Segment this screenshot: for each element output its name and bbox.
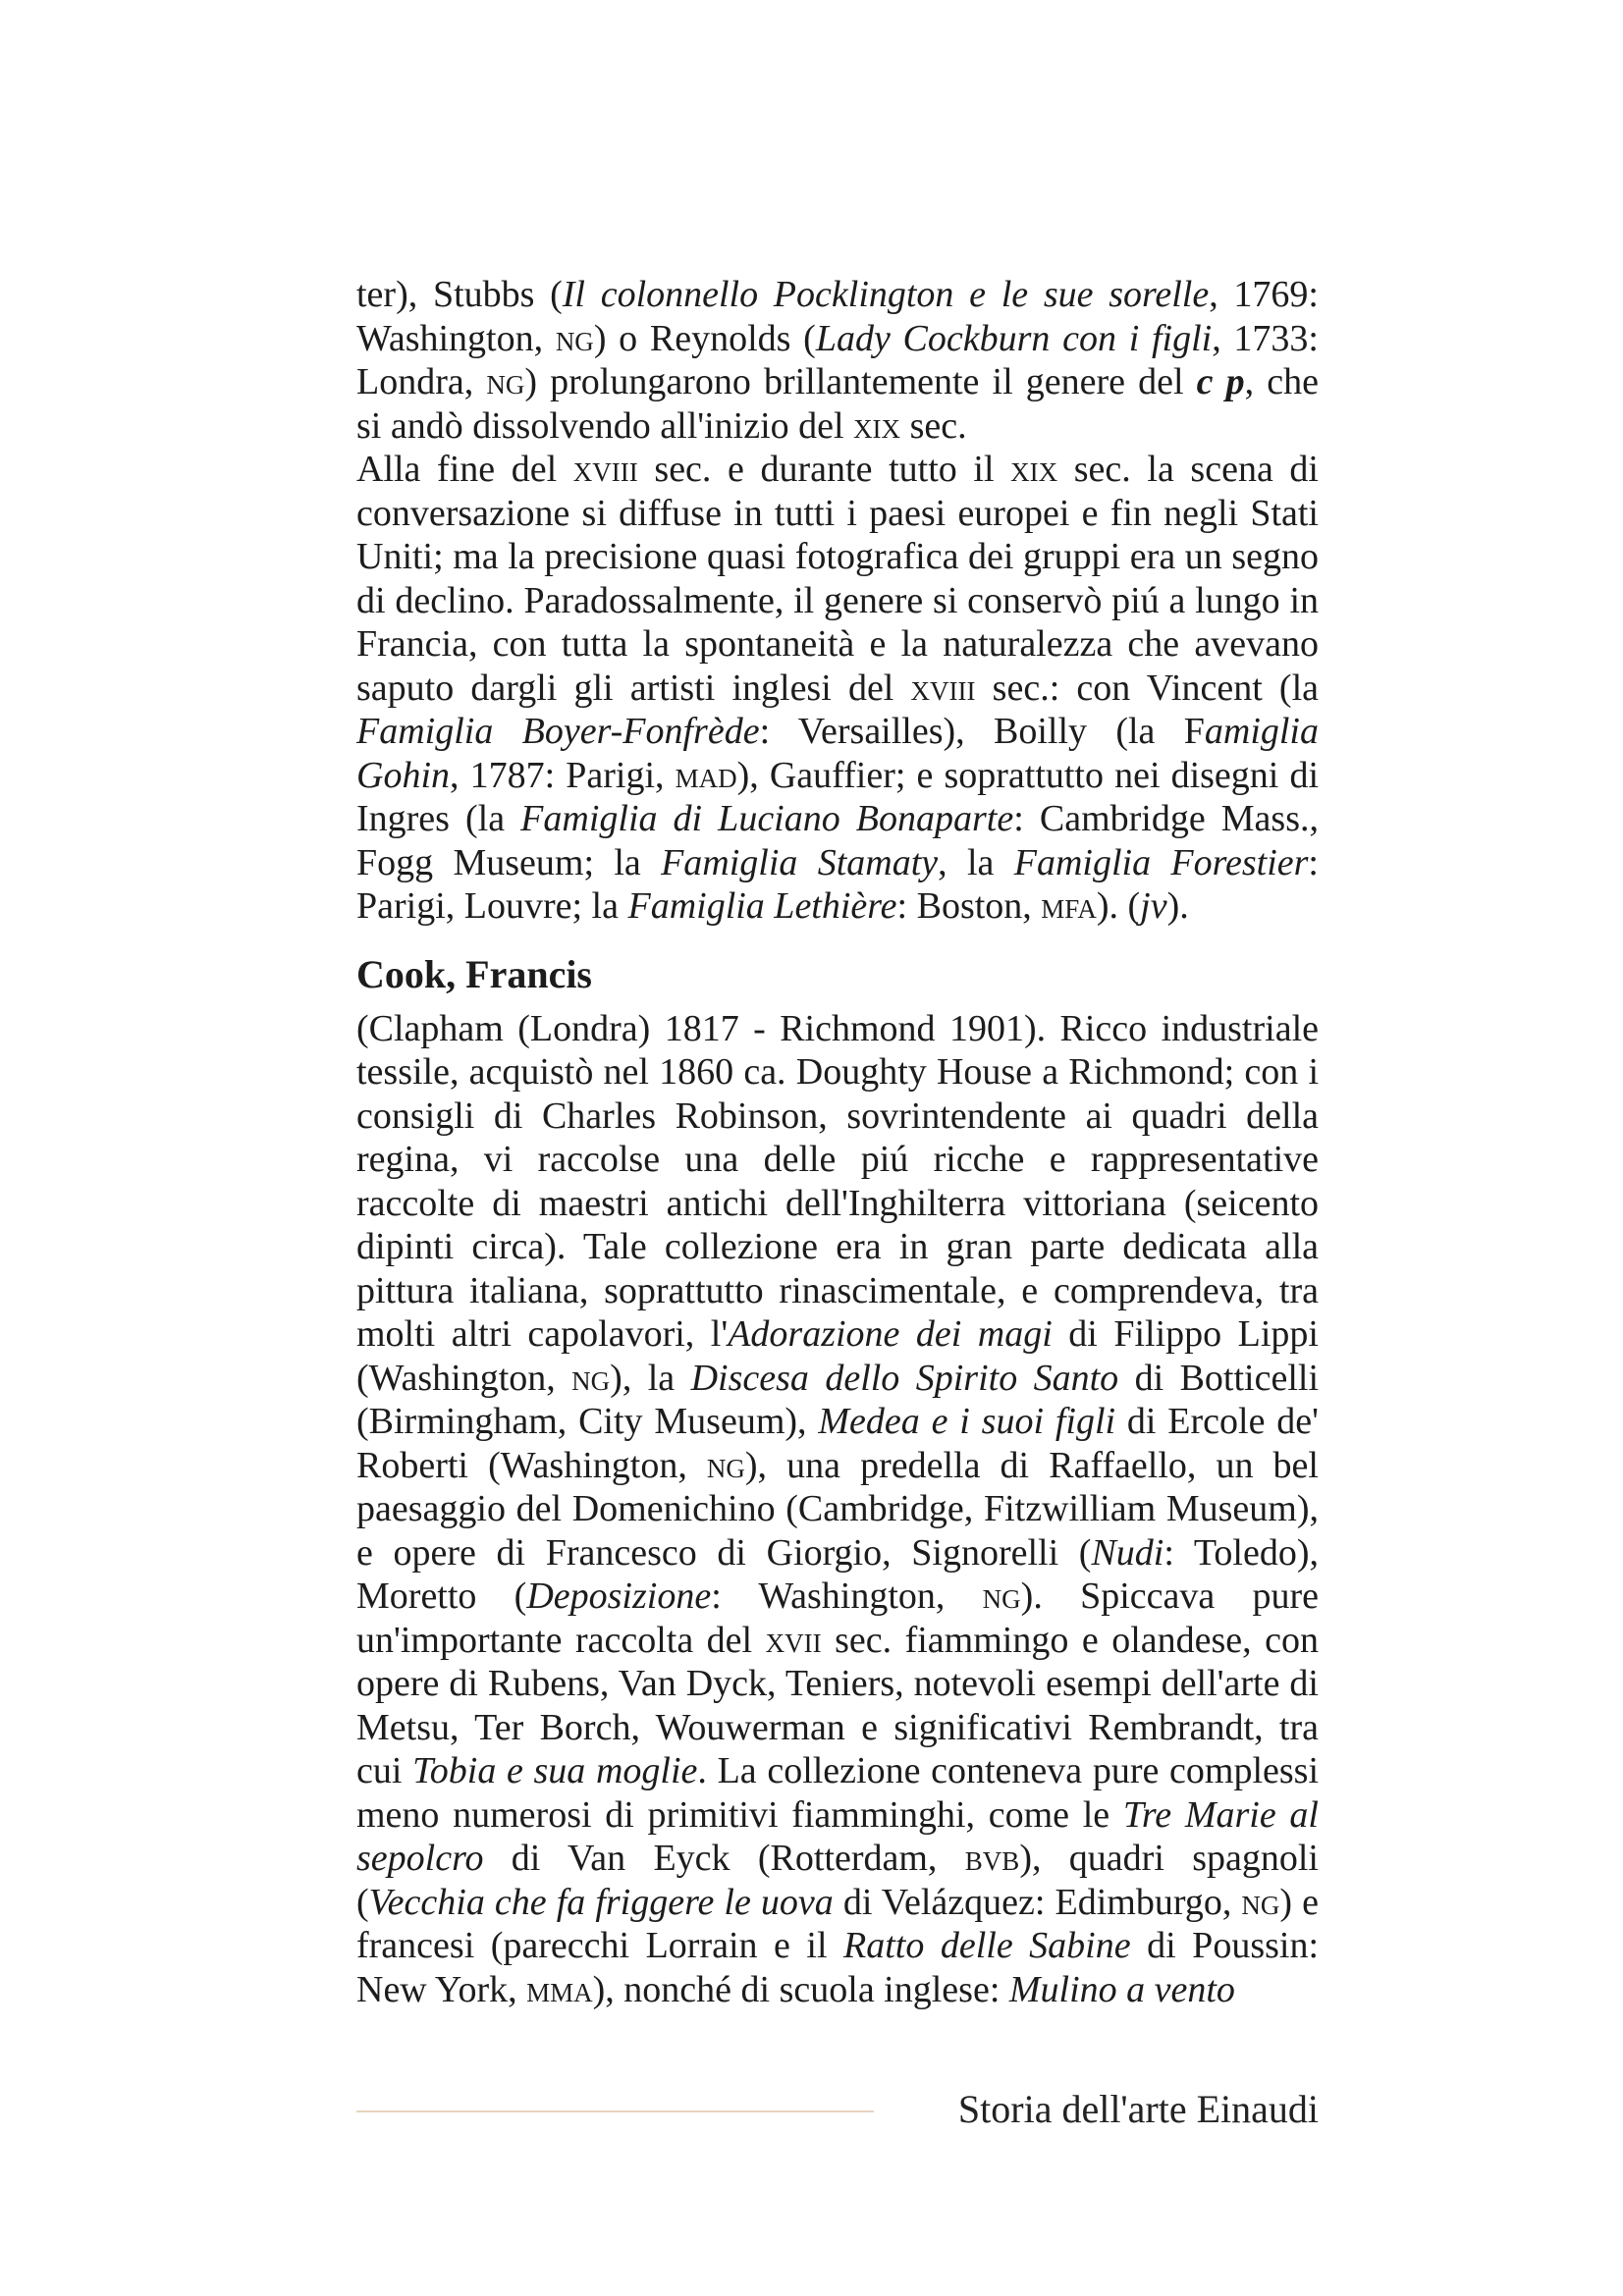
text: di Poussin: New York,	[356, 1925, 1320, 2010]
text: , 1733: Londra,	[356, 317, 1319, 402]
text: . La collezione conteneva pure complessi meno numerosi di primitivi fiamminghi, come le	[356, 1750, 1319, 1836]
museum-abbr: bvb	[964, 1838, 1020, 1879]
text: di Filippo Lippi (Washington,	[356, 1313, 1319, 1399]
entry-abbr: c p	[1196, 361, 1245, 402]
artwork-title: Famiglia Stamaty	[661, 841, 939, 883]
century-numeral: xix	[853, 404, 901, 447]
artwork-title: Nudi	[1091, 1531, 1164, 1574]
text: sec. fiammingo e olandese, con opere di Rubens, Van Dyck, Teniers, notevoli esempi dell'arte di Metsu, Ter Borch, Wouwerman e significativi Rembrandt, tra cui	[356, 1619, 1320, 1791]
museum-abbr: mfa	[1041, 885, 1097, 927]
artwork-title: Famiglia di Luciano Bonaparte	[520, 798, 1014, 839]
text: , la	[938, 841, 1014, 883]
page-body	[356, 273, 1319, 2011]
artwork-title: Famiglia Forestier	[1013, 841, 1309, 883]
century-numeral: xix	[1010, 449, 1058, 490]
text: di Velázquez: Edimburgo,	[833, 1881, 1242, 1923]
text: Alla fine del	[356, 449, 573, 490]
text: ), Gauffier; e soprattutto nei disegni di Ingres (la	[356, 754, 1319, 839]
text: : Washington,	[711, 1575, 983, 1617]
text: (Clapham (Londra) 1817 - Richmond 1901). Ricco industriale tessile, acquistò nel 1860 ca. Doughty House a Richmond; con i consigli di Charles Robinson, sovrintendente ai quadri della regina, vi raccolse una delle piú ricche e rappresentative raccolte di maestri antichi dell'Inghilterra vittoriana (seicento dipinti circa). Tale collezione era in gran parte dedicata alla pittura italiana, soprattutto rinascimentale, e comprendeva, tra molti altri capolavori, l'	[356, 1007, 1319, 1355]
museum-abbr: mad	[675, 754, 737, 796]
text: di Botticelli (Birmingham, City Museum),	[356, 1357, 1319, 1442]
text: sec.	[900, 404, 967, 447]
century-numeral: xviii	[910, 667, 976, 709]
artwork-title: Tobia e sua moglie	[412, 1750, 698, 1791]
artwork-title: amiglia Gohin	[356, 711, 1319, 796]
text: : Parigi, Louvre; la	[356, 841, 1319, 927]
artwork-title: Deposizione	[526, 1575, 712, 1617]
footer-publisher: Storia dell'arte Einaudi	[957, 2087, 1319, 2131]
text: ) prolungarono brillantemente il genere del	[524, 361, 1197, 402]
artwork-title: Ratto delle Sabine	[843, 1925, 1131, 1966]
artwork-title: Famiglia Lethière	[627, 885, 897, 927]
text: sec.: con Vincent (la	[975, 667, 1319, 709]
text: ). Spiccava pure un'importante raccolta del	[356, 1575, 1319, 1661]
museum-abbr: ng	[982, 1575, 1021, 1617]
text: : Toledo), Moretto (	[356, 1531, 1319, 1617]
text: ), nonché di scuola inglese:	[592, 1968, 1009, 2010]
museum-abbr: ng	[571, 1357, 611, 1399]
text: sec. la scena di conversazione si diffuse in tutti i paesi europei e fin negli Stati Uniti; ma la precisione quasi fotografica dei gruppi era un segno di declino. Paradossalmente, il genere si conservò piú a lungo in Francia, con tutta la spontaneità e la naturalezza che avevano saputo dargli gli artisti inglesi del	[356, 449, 1319, 709]
museum-abbr: ng	[706, 1444, 745, 1486]
museum-abbr: ng	[486, 361, 525, 402]
century-numeral: xvii	[765, 1619, 822, 1661]
text: , 1787: Parigi,	[450, 754, 676, 796]
text: ).	[1166, 885, 1189, 927]
text: , 1769: Washington,	[356, 274, 1319, 359]
text: ), una predella di Raffaello, un bel paesaggio del Domenichino (Cambridge, Fitzwilliam Museum), e opere di Francesco di Giorgio, Signorelli (	[356, 1444, 1319, 1574]
entry-heading: Cook, Francis	[356, 951, 592, 996]
museum-abbr: ng	[555, 317, 594, 359]
artwork-title: Il colonnello Pocklington e le sue sorelle	[562, 274, 1210, 315]
museum-abbr: mma	[526, 1968, 593, 2010]
text: ter), Stubbs (	[356, 274, 563, 315]
artwork-title: Discesa dello Spirito Santo	[690, 1357, 1119, 1399]
footer-divider	[356, 2110, 874, 2112]
text: ). (	[1096, 885, 1141, 927]
text: ) e francesi (parecchi Lorrain e il	[356, 1881, 1319, 1966]
text: : Boston,	[896, 885, 1042, 927]
artwork-title: Mulino a vento	[1008, 1968, 1235, 2010]
paragraph-cook-entry	[356, 1007, 1319, 2012]
text: sec. e durante tutto il	[637, 449, 1011, 490]
text: : Cambridge Mass., Fogg Museum; la	[356, 798, 1319, 883]
artwork-title: Famiglia Boyer-Fonfrède	[356, 711, 760, 752]
artwork-title: Tre Marie al sepolcro	[356, 1793, 1319, 1879]
artwork-title: Vecchia che fa friggere le uova	[368, 1881, 834, 1923]
museum-abbr: ng	[1241, 1881, 1280, 1923]
paragraph-conversation-scene	[356, 448, 1319, 929]
text: ), la	[610, 1357, 691, 1399]
century-numeral: xviii	[572, 449, 638, 490]
artwork-title: Adorazione dei magi	[728, 1313, 1053, 1355]
text: , che si andò dissolvendo all'inizio del	[356, 361, 1319, 447]
paragraph-continuation	[356, 273, 1319, 448]
text: : Versailles), Boilly (la F	[759, 711, 1205, 752]
text: ) o Reynolds (	[593, 317, 816, 359]
text: di Ercole de' Roberti (Washington,	[356, 1401, 1319, 1486]
text: di Van Eyck (Rotterdam,	[483, 1838, 965, 1879]
artwork-title: Lady Cockburn con i figli	[815, 317, 1213, 359]
artwork-title: Medea e i suoi figli	[818, 1401, 1116, 1442]
text: ), quadri spagnoli (	[356, 1838, 1319, 1923]
author-initials: jv	[1140, 885, 1167, 927]
